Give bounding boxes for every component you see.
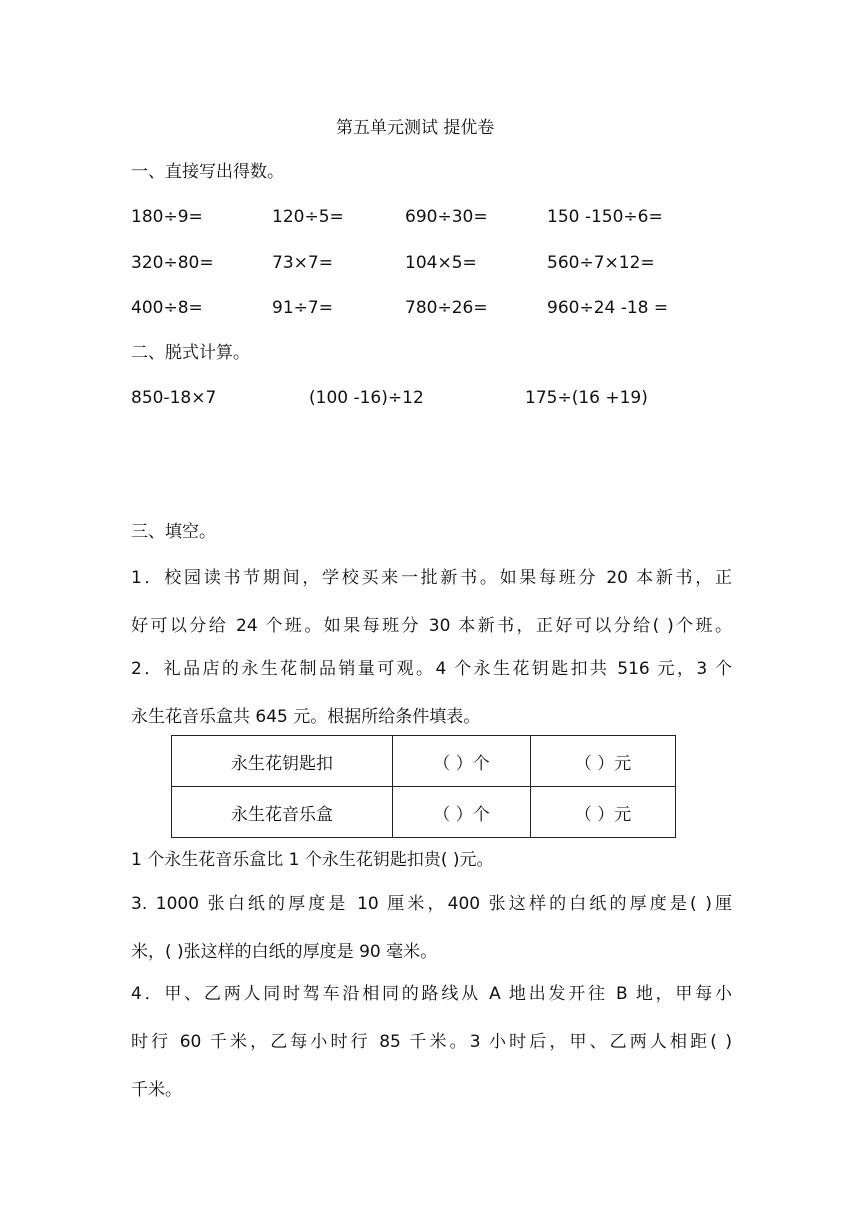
table-row: [172, 787, 676, 838]
question-4-line: 时行 60 千米，乙每小时行 85 千米。3 小时后，甲、乙两人相距( ): [131, 1032, 732, 1052]
question-4-line: 千米。: [131, 1080, 182, 1100]
calc-item: 73×7=: [272, 253, 333, 273]
table-cell: （ ）个: [393, 736, 531, 787]
table-cell: （ ）个: [393, 787, 531, 838]
question-1-line: 好可以分给 24 个班。如果每班分 30 本新书，正好可以分给( )个班。: [131, 616, 732, 636]
calc-item: 560÷7×12=: [547, 253, 655, 273]
step-calc-item: 175÷(16 +19): [525, 388, 648, 408]
question-2-after: 1 个永生花音乐盒比 1 个永生花钥匙扣贵( )元。: [131, 850, 494, 870]
question-2-line: 永生花音乐盒共 645 元。根据所给条件填表。: [131, 707, 481, 727]
calc-item: 960÷24 -18 =: [547, 298, 669, 318]
page-title: 第五单元测试 提优卷: [336, 118, 495, 138]
step-calc-item: (100 -16)÷12: [309, 388, 424, 408]
question-4-line: 4．甲、乙两人同时驾车沿相同的路线从 A 地出发开往 B 地，甲每小: [131, 984, 732, 1004]
question-2: [131, 645, 732, 741]
calc-item: 104×5=: [405, 253, 477, 273]
question-3-line: 3. 1000 张白纸的厚度是 10 厘米，400 张这样的白纸的厚度是( )厘: [131, 894, 732, 914]
calc-item: 150 -150÷6=: [547, 207, 663, 227]
table-cell: （ ）元: [531, 736, 676, 787]
table-cell: 永生花钥匙扣: [172, 736, 393, 787]
section-1-heading: 一、直接写出得数。: [131, 162, 284, 182]
calc-item: 180÷9=: [131, 207, 203, 227]
step-calc-item: 850-18×7: [131, 388, 217, 408]
calc-item: 690÷30=: [405, 207, 488, 227]
calc-item: 320÷80=: [131, 253, 214, 273]
calc-item: 91÷7=: [272, 298, 333, 318]
calc-item: 120÷5=: [272, 207, 344, 227]
table-cell: （ ）元: [531, 787, 676, 838]
table-row: [172, 736, 676, 787]
section-3-heading: 三、填空。: [131, 522, 216, 542]
table-cell: 永生花音乐盒: [172, 787, 393, 838]
question-3-line: 米，( )张这样的白纸的厚度是 90 毫米。: [131, 942, 438, 962]
question-1: [131, 554, 732, 650]
section-2-heading: 二、脱式计算。: [131, 343, 250, 363]
question-3: [131, 880, 732, 976]
calc-item: 400÷8=: [131, 298, 203, 318]
fill-table: [171, 735, 676, 838]
question-4: [131, 970, 732, 1114]
calc-item: 780÷26=: [405, 298, 488, 318]
question-1-line: 1．校园读书节期间，学校买来一批新书。如果每班分 20 本新书，正: [131, 568, 732, 588]
question-2-line: 2．礼品店的永生花制品销量可观。4 个永生花钥匙扣共 516 元，3 个: [131, 659, 732, 679]
